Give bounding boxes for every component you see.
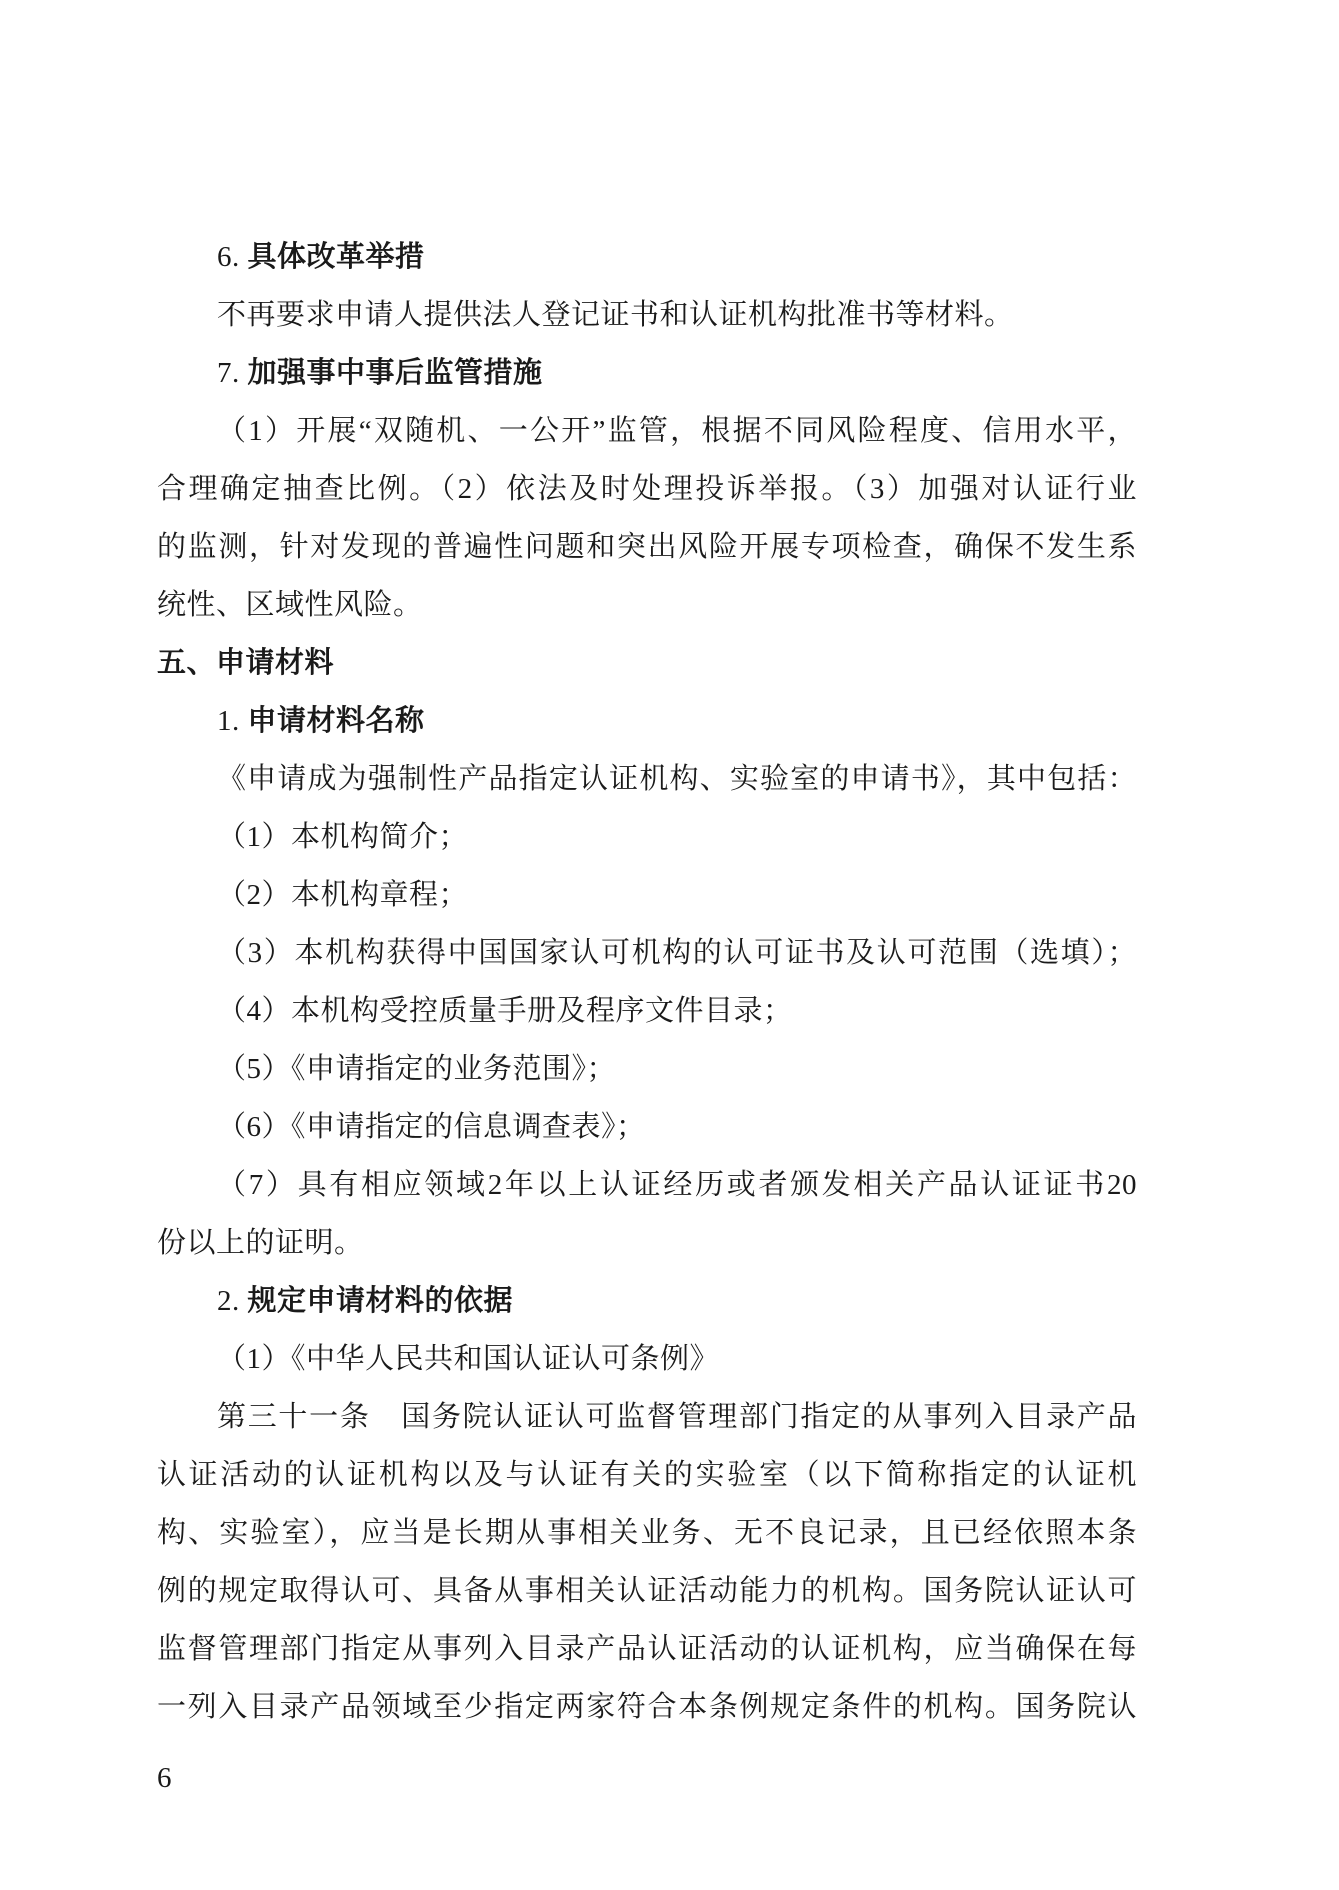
heading-number: 6. xyxy=(217,241,248,273)
heading-line xyxy=(157,344,1137,402)
heading-number: 2. xyxy=(217,1285,248,1317)
text-line: 构、实验室），应当是长期从事相关业务、无不良记录，且已经依照本条 xyxy=(157,1517,1137,1549)
heading-text: 规定申请材料的依据 xyxy=(247,1285,514,1317)
text-line: （6）《申请指定的信息调查表》； xyxy=(217,1111,646,1143)
text-line: （1）本机构简介； xyxy=(217,821,469,853)
heading-number: 1. xyxy=(217,705,248,737)
text-line: （4）本机构受控质量手册及程序文件目录； xyxy=(217,995,793,1027)
page-number: 6 xyxy=(157,1762,172,1794)
text-line: 《申请成为强制性产品指定认证机构、实验室的申请书》，其中包括： xyxy=(217,763,1137,795)
text-line: 份以上的证明。 xyxy=(157,1227,364,1259)
text-line: 一列入目录产品领域至少指定两家符合本条例规定条件的机构。国务院认 xyxy=(157,1691,1137,1723)
text-line: 例的规定取得认可、具备从事相关认证活动能力的机构。国务院认证认可 xyxy=(157,1575,1137,1607)
heading-line xyxy=(157,692,1137,750)
text-line: 不再要求申请人提供法人登记证书和认证机构批准书等材料。 xyxy=(217,299,1014,331)
heading-line xyxy=(157,228,1137,286)
document-text-block xyxy=(157,228,1137,1736)
heading-line xyxy=(157,1272,1137,1330)
heading-text: 申请材料名称 xyxy=(247,705,425,737)
text-line: （7）具有相应领域2年以上认证经历或者颁发相关产品认证证书20 xyxy=(217,1169,1137,1201)
text-line: （1）开展“双随机、一公开”监管，根据不同风险程度、信用水平， xyxy=(217,415,1137,447)
heading-text: 具体改革举措 xyxy=(247,241,425,273)
text-line: 统性、区域性风险。 xyxy=(157,589,423,621)
text-line: （1）《中华人民共和国认证认可条例》 xyxy=(217,1343,720,1375)
heading-number: 7. xyxy=(217,357,248,389)
text-line: 第三十一条 国务院认证认可监督管理部门指定的从事列入目录产品 xyxy=(217,1401,1137,1433)
text-line: （2）本机构章程； xyxy=(217,879,469,911)
text-line: （5）《申请指定的业务范围》； xyxy=(217,1053,617,1085)
heading-line: 五、申请材料 xyxy=(157,647,335,679)
heading-text: 加强事中事后监管措施 xyxy=(247,357,543,389)
text-line: 合理确定抽查比例。（2）依法及时处理投诉举报。（3）加强对认证行业 xyxy=(157,473,1137,505)
text-line: （3）本机构获得中国国家认可机构的认可证书及认可范围（选填）； xyxy=(217,937,1137,969)
text-line: 的监测，针对发现的普遍性问题和突出风险开展专项检查，确保不发生系 xyxy=(157,531,1137,563)
text-line: 认证活动的认证机构以及与认证有关的实验室（以下简称指定的认证机 xyxy=(157,1459,1137,1491)
text-line: 监督管理部门指定从事列入目录产品认证活动的认证机构，应当确保在每 xyxy=(157,1633,1137,1665)
